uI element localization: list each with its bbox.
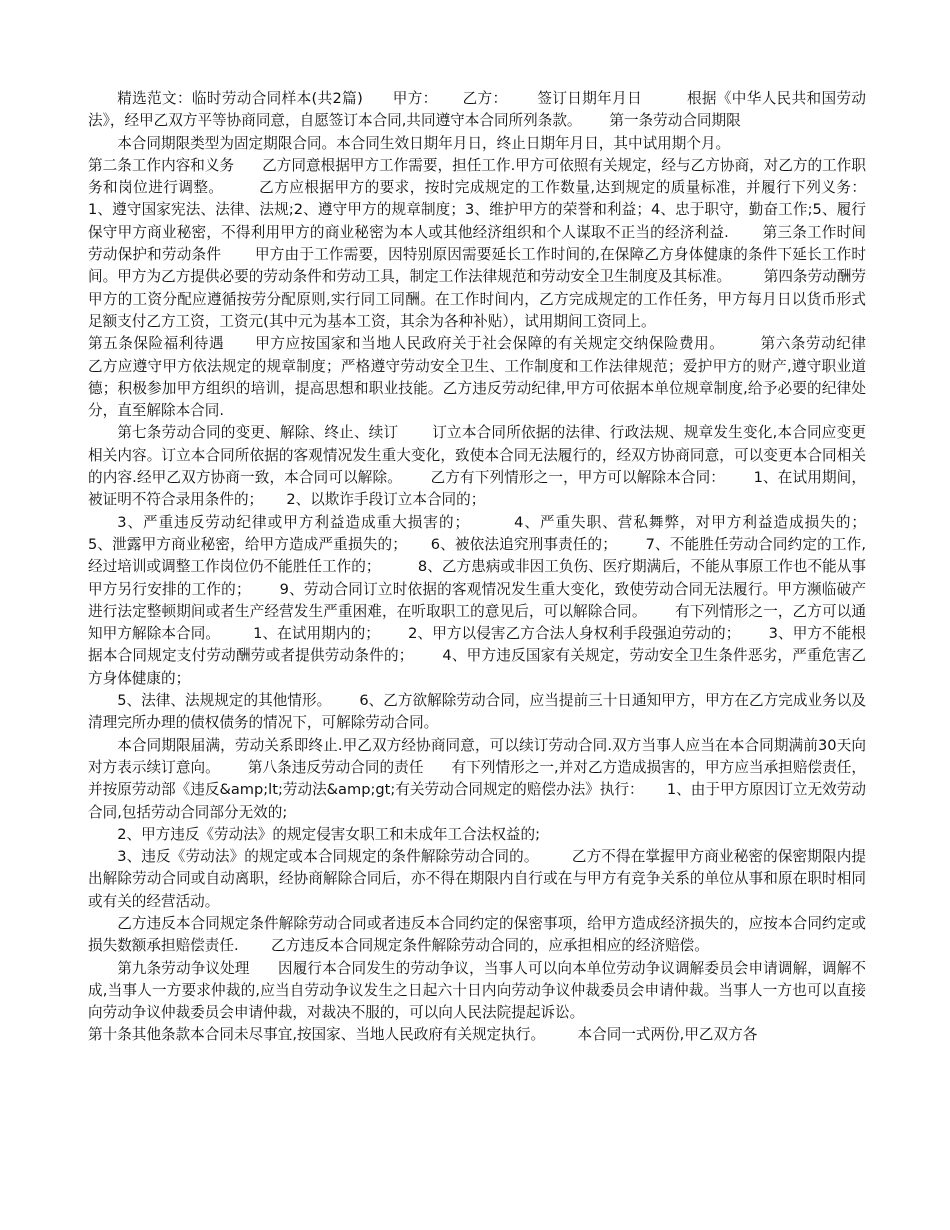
paragraph-article-9: 第九条劳动争议处理 因履行本合同发生的劳动争议，当事人可以向本单位劳动争议调解委员会申请调解，调解不成,当事人一方要求仲裁的,应当自劳动争议发生之日起六十日内向劳动争议仲裁委员会申请仲裁。当事人一方也可以直接向劳动争议仲裁委员会申请仲裁，对裁决不服的，可以向人民法院提起诉讼。 [88,959,866,1022]
paragraph-renewal-and-article-8: 本合同期限届满，劳动关系即终止.甲乙双方经协商同意，可以续订劳动合同.双方当事人应当在本合同期满前30天向对方表示续订意向。 第八条违反劳动合同的责任 有下列情形之一,并对乙方造成损害的，甲方应当承担赔偿责任，并按原劳动部《违反&amp;lt;劳动法&amp;gt;有关劳动合同规定的赔偿办法》执行： 1、由于甲方原因订立无效劳动合同,包括劳动合同部分无效的; [88,736,866,821]
paragraph-compensation: 乙方违反本合同规定条件解除劳动合同或者违反本合同约定的保密事项，给甲方造成经济损失的，应按本合同约定或损失数额承担赔偿责任. 乙方违反本合同规定条件解除劳动合同的，应承担相应的经济赔偿。 [88,914,866,955]
paragraph-articles-2-to-4: 第二条工作内容和义务 乙方同意根据甲方工作需要，担任工作.甲方可依照有关规定，经与乙方协商，对乙方的工作职务和岗位进行调整。 乙方应根据甲方的要求，按时完成规定的工作数量,达到规定的质量标准，并履行下列义务： 1、遵守国家宪法、法律、法规;2、遵守甲方的规章制度；3、维护甲方的荣誉和利益；4、忠于职守，勤奋工作;5、履行保守甲方商业秘密，不得利用甲方的商业秘密为本人或其他经济组织和个人谋取不正当的经济利益. 第三条工作时间劳动保护和劳动条件 甲方由于工作需要，因特别原因需要延长工作时间的,在保障乙方身体健康的条件下延长工作时间。甲方为乙方提供必要的劳动条件和劳动工具，制定工作法律规范和劳动安全卫生制度及其标准。 第四条劳动酬劳 甲方的工资分配应遵循按劳分配原则,实行同工同酬。在工作时间内，乙方完成规定的工作任务，甲方每月日以货币形式足额支付乙方工资，工资元(其中元为基本工资，其余为各种补贴），试用期间工资同上。 [88,156,899,330]
paragraph-termination-conditions: 3、严重违反劳动纪律或甲方利益造成重大损害的； 4、严重失职、营私舞弊，对甲方利益造成损失的； 5、泄露甲方商业秘密，给甲方造成严重损失的； 6、被依法追究刑事责任的； 7、不能胜任劳动合同约定的工作,经过培训或调整工作岗位仍不能胜任工作的； 8、乙方患病或非因工负伤、医疗期满后，不能从事原工作也不能从事甲方另行安排的工作的； 9、劳动合同订立时依据的客观情况发生重大变化，致使劳动合同无法履行。甲方濒临破产进行法定整顿期间或者生产经营发生严重困难，在听取职工的意见后，可以解除合同。 有下列情形之一，乙方可以通知甲方解除本合同。 1、在试用期内的； 2、甲方以侵害乙方合法人身权利手段强迫劳动的； 3、甲方不能根据本合同规定支付劳动酬劳或者提供劳动条件的； 4、甲方违反国家有关规定，劳动安全卫生条件恶劣，严重危害乙方身体健康的； [88,513,894,687]
paragraph-article-10: 第十条其他条款本合同未尽事宜,按国家、当地人民政府有关规定执行。 本合同一式两份,甲乙双方各 [88,1026,758,1044]
document-body [88,88,899,1047]
paragraph-other-situations: 5、法律、法规规定的其他情形。 6、乙方欲解除劳动合同，应当提前三十日通知甲方，甲方在乙方完成业务以及清理完所办理的债权债务的情况下，可解除劳动合同。 [88,692,866,732]
paragraph-contract-term: 本合同期限类型为固定期限合同。本合同生效日期年月日，终止日期年月日，其中试用期个月。 [117,134,731,152]
paragraph-article-7: 第七条劳动合同的变更、解除、终止、续订 订立本合同所依据的法律、行政法规、规章发生变化,本合同应变更相关内容。订立本合同所依据的客观情况发生重大变化，致使本合同无法履行的，经双方协商同意，可以变更本合同相关的内容.经甲乙双方协商一致，本合同可以解除。 乙方有下列情形之一，甲方可以解除本合同： 1、在试用期间，被证明不符合录用条件的； 2、以欺诈手段订立本合同的； [88,424,866,509]
paragraph-articles-5-6: 第五条保险福利待遇 甲方应按国家和当地人民政府关于社会保障的有关规定交纳保险费用。 第六条劳动纪律 乙方应遵守甲方依法规定的规章制度；严格遵守劳动安全卫生、工作制度和工作法律规范；爱护甲方的财产,遵守职业道德；积极参加甲方组织的培训，提高思想和职业技能。乙方违反劳动纪律,甲方可依据本单位规章制度,给予必要的纪律处分，直至解除本合同. [88,335,899,420]
paragraph-title-and-article-1: 精选范文：临时劳动合同样本(共2篇) 甲方： 乙方： 签订日期年月日 根据《中华人民共和国劳动法》，经甲乙双方平等协商同意，自愿签订本合同,共同遵守本合同所列条款。 第一条劳动合同期限 [88,90,866,130]
paragraph-liability-2: 2、甲方违反《劳动法》的规定侵害女职工和未成年工合法权益的; [117,825,541,843]
paragraph-liability-3: 3、违反《劳动法》的规定或本合同规定的条件解除劳动合同的。 乙方不得在掌握甲方商业秘密的保密期限内提出解除劳动合同或自动离职，经协商解除合同后，亦不得在期限内自行或在与甲方有竞争关系的单位从事和原在职时相同或有关的经营活动。 [88,848,866,910]
